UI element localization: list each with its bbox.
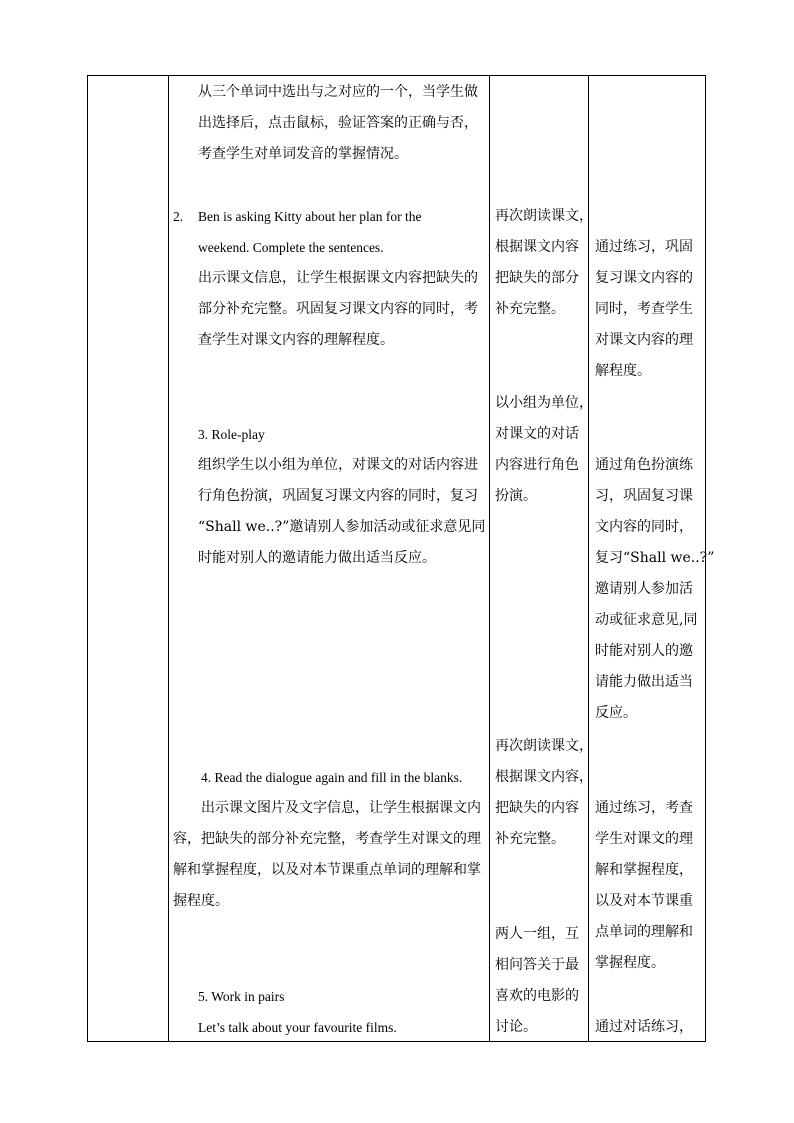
item-title: Ben is asking Kitty about her plan for the (198, 209, 422, 224)
text-line: 掌握程度。 (595, 955, 665, 971)
text-line: 同时，考查学生 (595, 301, 693, 317)
text-line: 从三个单词中选出与之对应的一个，当学生做 (198, 84, 478, 100)
text-line: 复习“Shall we..?” (595, 550, 715, 566)
text-line: 解和掌握程度，以及对本节课重点单词的理解和掌 (173, 862, 481, 878)
column-divider (489, 76, 490, 1041)
text-line: 把缺失的内容 (495, 800, 579, 816)
text-line: 时能对别人的邀请能力做出适当反应。 (198, 550, 436, 566)
text-line: 再次朗读课文， (495, 738, 593, 754)
item-title: weekend. Complete the sentences. (198, 240, 384, 255)
text-line: 扮演。 (495, 488, 537, 504)
text-line: 以及对本节课重 (595, 893, 693, 909)
text-line: 部分补充完整。巩固复习课文内容的同时，考 (198, 301, 478, 317)
text-line: 通过对话练习， (595, 1019, 693, 1035)
text-line: 讨论。 (495, 1019, 537, 1035)
text-line: 根据课文内容 (495, 239, 579, 255)
text-line: 对课文的对话 (495, 426, 579, 442)
text-line: 通过练习，考查 (595, 800, 693, 816)
text-line: 容，把缺失的部分补充完整，考查学生对课文的理 (173, 831, 481, 847)
column-divider (168, 76, 169, 1041)
item-number: 2. (173, 209, 184, 224)
text-line: 出示课文信息，让学生根据课文内容把缺失的 (198, 270, 478, 286)
text-line: 组织学生以小组为单位，对课文的对话内容进 (198, 457, 478, 473)
text-line: 文内容的同时， (595, 519, 693, 535)
text-line: “Shall we..?”邀请别人参加活动或征求意见同 (198, 519, 486, 535)
text-line: 学生对课文的理 (595, 831, 693, 847)
item-title: 3. Role-play (198, 427, 265, 442)
text-line: 反应。 (595, 705, 637, 721)
item-title: 5. Work in pairs (198, 989, 285, 1004)
text-line: 点单词的理解和 (595, 924, 693, 940)
text-line: 通过练习，巩固 (595, 239, 693, 255)
text-line: 根据课文内容， (495, 769, 593, 785)
text-line: 习，巩固复习课 (595, 488, 693, 504)
text-line: 以小组为单位， (495, 395, 593, 411)
text-line: 再次朗读课文， (495, 208, 593, 224)
text-line: 邀请别人参加活 (595, 581, 693, 597)
text-line: 查学生对课文内容的理解程度。 (198, 332, 394, 348)
text-line: 喜欢的电影的 (495, 988, 579, 1004)
text-line: 出示课文图片及文字信息，让学生根据课文内 (201, 800, 481, 816)
text-line: 握程度。 (173, 893, 229, 909)
text-line: 复习课文内容的 (595, 270, 693, 286)
text-line: 内容进行角色 (495, 457, 579, 473)
text-line: 通过角色扮演练 (595, 457, 693, 473)
text-line: 两人一组，互 (495, 926, 579, 942)
text-line: 相问答关于最 (495, 957, 579, 973)
text-line: 把缺失的部分 (495, 270, 579, 286)
text-line: 考查学生对单词发音的掌握情况。 (198, 146, 408, 162)
text-line: Let’s talk about your favourite films. (198, 1020, 397, 1035)
text-line: 补充完整。 (495, 831, 565, 847)
text-line: 解和掌握程度， (595, 862, 693, 878)
text-line: 行角色扮演，巩固复习课文内容的同时，复习 (198, 488, 478, 504)
text-line: 对课文内容的理 (595, 332, 693, 348)
text-line: 时能对别人的邀 (595, 643, 693, 659)
text-line: 解程度。 (595, 363, 651, 379)
text-line: 补充完整。 (495, 301, 565, 317)
text-line: 动或征求意见,同 (595, 612, 698, 628)
item-title: 4. Read the dialogue again and fill in the blanks. (201, 770, 463, 785)
text-line: 请能力做出适当 (595, 674, 693, 690)
text-line: 出选择后，点击鼠标，验证答案的正确与否， (198, 115, 478, 131)
